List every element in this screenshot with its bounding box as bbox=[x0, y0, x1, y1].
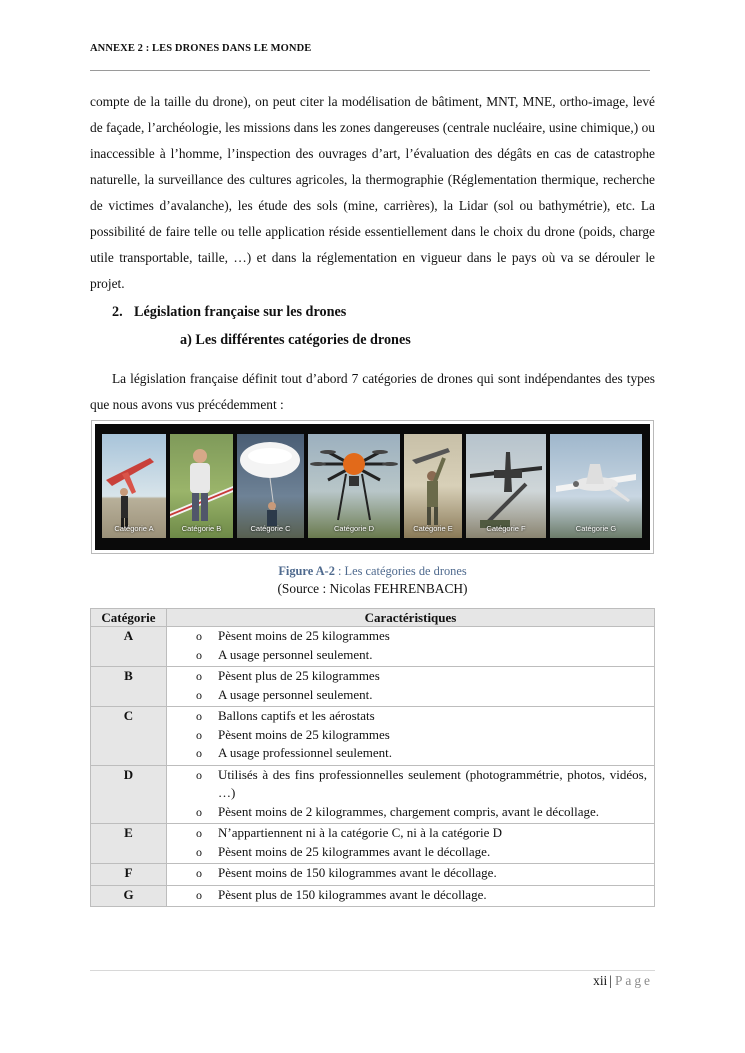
characteristics-list bbox=[167, 886, 647, 905]
list-item: o Utilisés à des fins professionnelles seulement (photogrammétrie, photos, vidéos, …) bbox=[167, 766, 647, 803]
characteristics-cell bbox=[167, 864, 655, 886]
characteristics-cell bbox=[167, 627, 655, 667]
list-item: o Pèsent plus de 150 kilogrammes avant le décollage. bbox=[167, 886, 647, 905]
large-uav-image bbox=[550, 434, 642, 538]
characteristics-cell bbox=[167, 707, 655, 766]
intro-paragraph: La législation française définit tout d’abord 7 catégories de drones qui sont indépendantes des types que nous avons vus précédemment : bbox=[90, 371, 655, 412]
subsection-heading-a bbox=[180, 332, 411, 349]
list-item: o Pèsent plus de 25 kilogrammes bbox=[167, 667, 647, 686]
body-paragraph: compte de la taille du drone), on peut citer la modélisation de bâtiment, MNT, MNE, ortho-image, levé de façade, l’archéologie, les missions dans les zones dangereuses (centrale nucléaire, usine chimique,) ou inaccessible à l’homme, l’inspection des ouvrages d’art, l’évaluation des dégâts en cas de catastrophe naturelle, la surveillance des cultures agricoles, la thermographie (Réglementation thermique, recherche de victimes d’avalanche), les étude des sols (mine, carrières), la Lidar (sol ou bathymétrie), etc. La possibilité de faire telle ou telle application réside essentiellement dans le choix du drone (poids, charge utile transportable, taille, …) et dans la réglementation en vigueur dans le pays où va se dérouler le projet. bbox=[90, 94, 655, 291]
running-header: ANNEXE 2 : LES DRONES DANS LE MONDE bbox=[90, 43, 312, 54]
table-row bbox=[91, 885, 655, 907]
captive-balloon-image bbox=[237, 434, 304, 538]
photo-category-e bbox=[404, 434, 462, 538]
category-cell: B bbox=[91, 667, 167, 707]
footer-rule bbox=[90, 970, 655, 971]
tile-caption-b: Catégorie B bbox=[181, 524, 222, 533]
category-cell: D bbox=[91, 765, 167, 824]
characteristics-list bbox=[167, 627, 647, 664]
glider-launch-image bbox=[102, 434, 166, 538]
category-cell: G bbox=[91, 885, 167, 907]
large-model-plane-image bbox=[170, 434, 233, 538]
list-item: o Pèsent moins de 25 kilogrammes avant le décollage. bbox=[167, 843, 647, 862]
photo-category-b bbox=[170, 434, 233, 538]
characteristics-cell bbox=[167, 667, 655, 707]
tile-caption-g: Catégorie G bbox=[575, 524, 617, 533]
characteristics-cell bbox=[167, 824, 655, 864]
list-item: o N’appartiennent ni à la catégorie C, ni à la catégorie D bbox=[167, 824, 647, 843]
table-row bbox=[91, 864, 655, 886]
page-footer bbox=[593, 973, 653, 989]
section-title: Législation française sur les drones bbox=[134, 304, 347, 320]
table-row bbox=[91, 627, 655, 667]
table-row bbox=[91, 765, 655, 824]
characteristics-list bbox=[167, 707, 647, 763]
characteristics-list bbox=[167, 667, 647, 704]
subsection-label: a) bbox=[180, 332, 192, 348]
characteristics-list bbox=[167, 864, 647, 883]
tile-caption-a: Catégorie A bbox=[114, 524, 154, 533]
table-row bbox=[91, 667, 655, 707]
list-item: o Ballons captifs et les aérostats bbox=[167, 707, 647, 726]
drone-categories-table bbox=[90, 608, 655, 907]
catapult-uav-image bbox=[466, 434, 546, 538]
subsection-title: Les différentes catégories de drones bbox=[195, 332, 411, 348]
list-item: o A usage personnel seulement. bbox=[167, 686, 647, 705]
octocopter-image bbox=[308, 434, 400, 538]
photo-category-c bbox=[237, 434, 304, 538]
figure-photo-strip bbox=[95, 424, 650, 550]
header-characteristics: Caractéristiques bbox=[167, 609, 655, 627]
section-number: 2. bbox=[112, 304, 123, 320]
list-item: o Pèsent moins de 150 kilogrammes avant le décollage. bbox=[167, 864, 647, 883]
category-cell: C bbox=[91, 707, 167, 766]
table-header-row bbox=[91, 609, 655, 627]
page-number: xii bbox=[593, 973, 608, 988]
photo-category-a bbox=[102, 434, 166, 538]
characteristics-cell bbox=[167, 885, 655, 907]
table-row bbox=[91, 824, 655, 864]
photo-category-f bbox=[466, 434, 546, 538]
hand-launch-image bbox=[404, 434, 462, 538]
characteristics-list bbox=[167, 766, 647, 822]
footer-separator: | bbox=[609, 973, 612, 988]
figure-caption bbox=[0, 564, 745, 579]
page-label: Page bbox=[614, 973, 653, 988]
list-item: o Pèsent moins de 25 kilogrammes bbox=[167, 627, 647, 646]
table-row bbox=[91, 707, 655, 766]
photo-category-d bbox=[308, 434, 400, 538]
figure-source: (Source : Nicolas FEHRENBACH) bbox=[277, 581, 468, 596]
list-item: o Pèsent moins de 2 kilogrammes, chargement compris, avant le décollage. bbox=[167, 803, 647, 822]
list-item: o A usage personnel seulement. bbox=[167, 646, 647, 665]
header-category: Catégorie bbox=[91, 609, 167, 627]
section-heading-2 bbox=[112, 304, 346, 321]
figure-caption-label: Figure A-2 bbox=[278, 564, 335, 578]
tile-caption-f: Catégorie F bbox=[486, 524, 526, 533]
tile-caption-e: Catégorie E bbox=[413, 524, 453, 533]
photo-category-g bbox=[550, 434, 642, 538]
header-rule bbox=[90, 70, 650, 71]
characteristics-cell bbox=[167, 765, 655, 824]
tile-caption-d: Catégorie D bbox=[333, 524, 375, 533]
category-cell: E bbox=[91, 824, 167, 864]
category-cell: A bbox=[91, 627, 167, 667]
list-item: o Pèsent moins de 25 kilogrammes bbox=[167, 726, 647, 745]
tile-caption-c: Catégorie C bbox=[250, 524, 291, 533]
figure-caption-text: : Les catégories de drones bbox=[334, 564, 467, 578]
category-cell: F bbox=[91, 864, 167, 886]
list-item: o A usage professionnel seulement. bbox=[167, 744, 647, 763]
drone-categories-figure bbox=[91, 420, 654, 554]
characteristics-list bbox=[167, 824, 647, 861]
